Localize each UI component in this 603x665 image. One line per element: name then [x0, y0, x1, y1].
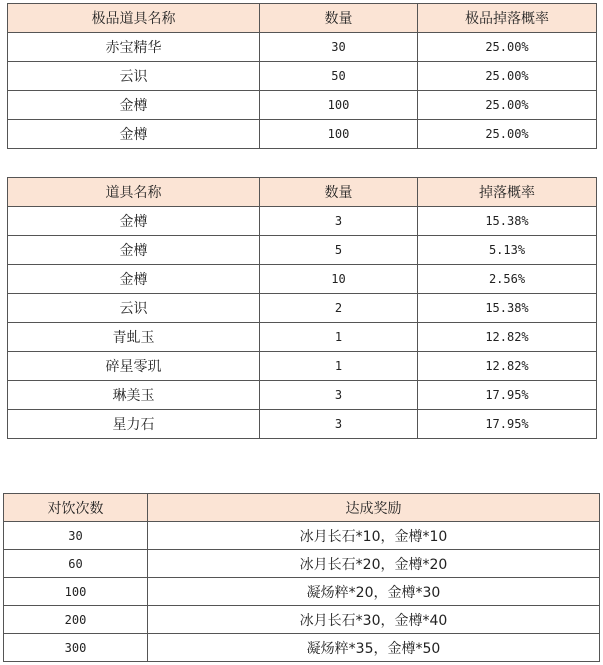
reward-cell: 冰月长石*30，金樽*40: [148, 606, 600, 634]
drink-count-cell: 60: [4, 550, 148, 578]
item-drop-table: [7, 177, 597, 439]
reward-cell: 凝炀粹*20，金樽*30: [148, 578, 600, 606]
item-name-cell: 云识: [8, 294, 260, 323]
table-row: [4, 522, 600, 550]
quantity-cell: 5: [260, 236, 418, 265]
header-quantity: 数量: [260, 178, 418, 207]
item-name-cell: 琳美玉: [8, 381, 260, 410]
quantity-cell: 1: [260, 352, 418, 381]
quantity-cell: 2: [260, 294, 418, 323]
drop-rate-cell: 25.00%: [418, 62, 597, 91]
drop-rate-cell: 15.38%: [418, 294, 597, 323]
table-row: [8, 120, 597, 149]
header-quantity: 数量: [260, 4, 418, 33]
drop-rate-cell: 12.82%: [418, 323, 597, 352]
quantity-cell: 3: [260, 381, 418, 410]
header-premium-drop-rate: 极品掉落概率: [418, 4, 597, 33]
quantity-cell: 100: [260, 120, 418, 149]
header-premium-item-name: 极品道具名称: [8, 4, 260, 33]
table-row: [8, 294, 597, 323]
header-reward: 达成奖励: [148, 494, 600, 522]
drop-rate-cell: 2.56%: [418, 265, 597, 294]
table-row: [4, 606, 600, 634]
drop-rate-cell: 12.82%: [418, 352, 597, 381]
quantity-cell: 1: [260, 323, 418, 352]
table-row: [8, 207, 597, 236]
drop-rate-cell: 5.13%: [418, 236, 597, 265]
table-row: [8, 323, 597, 352]
drop-rate-cell: 17.95%: [418, 410, 597, 439]
table-row: [8, 381, 597, 410]
header-drink-count: 对饮次数: [4, 494, 148, 522]
table-row: [4, 578, 600, 606]
item-name-cell: 赤宝精华: [8, 33, 260, 62]
drink-count-cell: 200: [4, 606, 148, 634]
drop-rate-cell: 15.38%: [418, 207, 597, 236]
item-name-cell: 青虬玉: [8, 323, 260, 352]
item-name-cell: 金樽: [8, 265, 260, 294]
table-row: [8, 33, 597, 62]
table-row: [8, 265, 597, 294]
header-item-name: 道具名称: [8, 178, 260, 207]
item-name-cell: 云识: [8, 62, 260, 91]
header-drop-rate: 掉落概率: [418, 178, 597, 207]
table-row: [4, 550, 600, 578]
drink-count-reward-table: [3, 493, 600, 662]
quantity-cell: 100: [260, 91, 418, 120]
item-name-cell: 金樽: [8, 120, 260, 149]
table-header-row: [8, 4, 597, 33]
quantity-cell: 50: [260, 62, 418, 91]
table-row: [8, 91, 597, 120]
table-header-row: [8, 178, 597, 207]
drop-rate-cell: 17.95%: [418, 381, 597, 410]
drink-count-cell: 30: [4, 522, 148, 550]
table-row: [8, 236, 597, 265]
table-row: [8, 62, 597, 91]
item-name-cell: 星力石: [8, 410, 260, 439]
table-row: [8, 410, 597, 439]
reward-cell: 冰月长石*20，金樽*20: [148, 550, 600, 578]
quantity-cell: 30: [260, 33, 418, 62]
reward-cell: 冰月长石*10，金樽*10: [148, 522, 600, 550]
table-header-row: [4, 494, 600, 522]
premium-drop-table: [7, 3, 597, 149]
reward-cell: 凝炀粹*35，金樽*50: [148, 634, 600, 662]
item-name-cell: 碎星零玑: [8, 352, 260, 381]
drop-rate-cell: 25.00%: [418, 33, 597, 62]
table-row: [4, 634, 600, 662]
drop-rate-cell: 25.00%: [418, 120, 597, 149]
drink-count-cell: 300: [4, 634, 148, 662]
item-name-cell: 金樽: [8, 236, 260, 265]
drop-rate-cell: 25.00%: [418, 91, 597, 120]
item-name-cell: 金樽: [8, 207, 260, 236]
quantity-cell: 3: [260, 410, 418, 439]
quantity-cell: 10: [260, 265, 418, 294]
item-name-cell: 金樽: [8, 91, 260, 120]
quantity-cell: 3: [260, 207, 418, 236]
table-row: [8, 352, 597, 381]
drink-count-cell: 100: [4, 578, 148, 606]
